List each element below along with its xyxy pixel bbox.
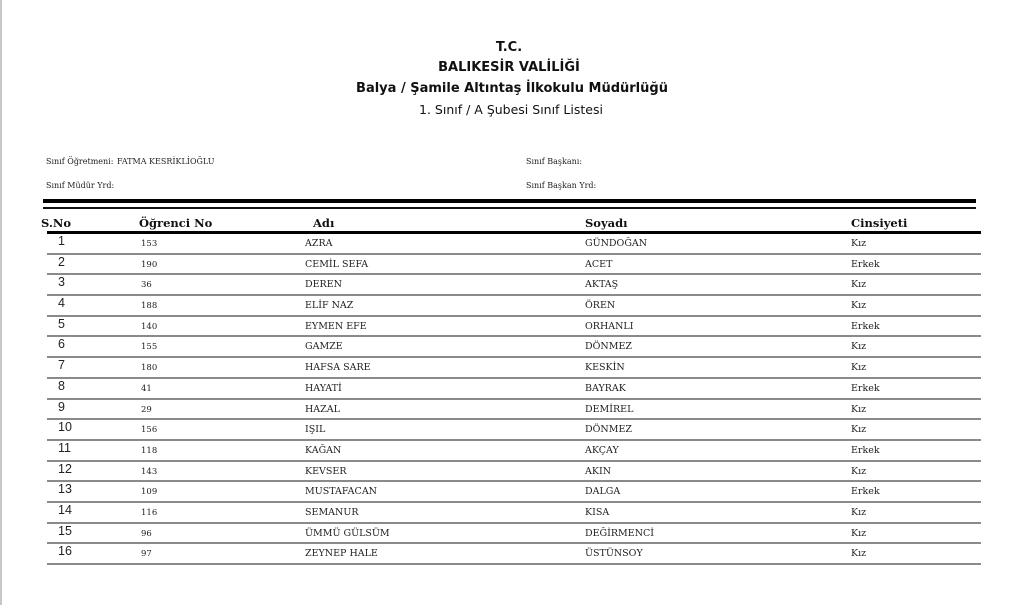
table-row [0,317,1024,338]
row-gender: Kız [851,300,867,312]
row-surname: BAYRAK [585,382,626,394]
header-tc: T.C. [495,40,523,55]
row-name: ZEYNEP HALE [305,548,378,560]
row-student-no: 140 [141,321,158,332]
row-student-no: 109 [141,487,158,498]
table-row [0,337,1024,358]
row-sno: 3 [58,275,65,290]
row-surname: KISA [585,506,610,518]
column-header-sno: S.No [41,216,72,230]
row-student-no: 153 [141,239,158,249]
row-surname: DALGA [585,486,621,498]
row-surname: AKÇAY [585,444,619,456]
student-table-body [0,234,1024,565]
column-header-name: Adı [313,216,335,230]
row-name: ELİF NAZ [305,300,354,312]
row-name: CEMİL SEFA [305,258,369,270]
row-surname: ORHANLI [585,320,634,332]
assistant-principal-label: Sınıf Müdür Yrd: [46,181,115,190]
row-sno: 7 [58,358,65,373]
row-sno: 10 [58,420,72,435]
row-sno: 5 [58,316,65,331]
header-list-title: 1. Sınıf / A Şubesi Sınıf Listesi [419,102,603,117]
row-name: AZRA [305,238,333,249]
table-row [0,420,1024,441]
header-school: Balya / Şamile Altıntaş İlkokulu Müdürlüğü [356,81,668,96]
row-sno: 16 [58,544,72,559]
teacher-label: Sınıf Öğretmeni: [46,157,114,166]
row-name: HAFSA SARE [305,362,371,374]
row-gender: Kız [851,465,867,477]
row-gender: Erkek [851,444,880,456]
row-student-no: 36 [141,280,152,291]
row-sno: 1 [58,234,65,248]
teacher-field [46,157,215,166]
row-name: ÜMMÜ GÜLSÜM [305,527,390,539]
class-president-field [526,157,582,166]
row-surname: DEĞİRMENCİ [585,527,655,539]
divider-thick [43,199,976,203]
row-surname: AKIN [585,465,612,477]
row-student-no: 41 [141,383,152,394]
column-header-surname: Soyadı [585,216,628,230]
table-row [0,275,1024,296]
row-gender: Erkek [851,486,880,498]
row-surname: AKTAŞ [585,279,619,291]
row-gender: Kız [851,424,867,436]
table-row [0,482,1024,503]
row-name: HAYATİ [305,382,342,394]
table-row [0,255,1024,276]
header-governorship: BALIKESİR VALİLİĞİ [438,60,580,75]
row-gender: Erkek [851,258,880,270]
row-name: SEMANUR [305,506,359,518]
assistant-principal-field [46,181,114,190]
row-student-no: 118 [141,445,158,456]
row-gender: Erkek [851,320,880,332]
row-student-no: 188 [141,301,158,312]
divider-thin [43,207,976,209]
row-name: KEVSER [305,465,347,477]
table-row [0,234,1024,255]
row-gender: Kız [851,341,867,353]
table-row [0,379,1024,400]
row-surname: DÖNMEZ [585,424,632,436]
row-name: MUSTAFACAN [305,486,377,498]
table-row [0,296,1024,317]
row-student-no: 190 [141,259,158,270]
row-gender: Kız [851,548,867,560]
row-sno: 8 [58,378,65,393]
row-name: IŞIL [305,424,326,436]
row-sno: 12 [58,461,72,476]
row-sno: 2 [58,254,65,269]
row-surname: ÖREN [585,300,616,312]
row-sno: 13 [58,482,72,497]
table-row [0,358,1024,379]
row-gender: Kız [851,279,867,291]
table-row [0,462,1024,483]
row-gender: Kız [851,506,867,518]
row-surname: KESKİN [585,362,625,374]
row-student-no: 97 [141,549,152,560]
row-gender: Erkek [851,382,880,394]
row-sno: 14 [58,502,72,517]
row-surname: ÜSTÜNSOY [585,548,643,560]
row-sno: 15 [58,523,72,538]
class-vice-president-label: Sınıf Başkan Yrd: [526,181,597,190]
row-name: DEREN [305,279,342,291]
table-row [0,524,1024,545]
row-student-no: 29 [141,404,152,415]
class-president-label: Sınıf Başkanı: [526,157,583,166]
row-student-no: 96 [141,528,152,539]
table-row [0,441,1024,462]
row-student-no: 156 [141,425,158,436]
row-student-no: 143 [141,466,158,477]
row-surname: ACET [585,258,613,270]
row-name: KAĞAN [305,444,342,456]
row-surname: DEMİREL [585,403,634,415]
row-name: GAMZE [305,341,343,353]
row-student-no: 155 [141,342,158,353]
row-sno: 4 [58,296,65,311]
table-row [0,503,1024,524]
row-surname: GÜNDOĞAN [585,238,648,249]
column-header-student-no: Öğrenci No [139,216,213,230]
row-gender: Kız [851,362,867,374]
row-sno: 9 [58,399,65,414]
table-row [0,400,1024,421]
row-student-no: 180 [141,363,158,374]
column-header-gender: Cinsiyeti [851,216,908,230]
row-student-no: 116 [141,507,158,518]
row-gender: Kız [851,527,867,539]
row-gender: Kız [851,403,867,415]
class-vice-president-field [526,181,596,190]
row-surname: DÖNMEZ [585,341,632,353]
row-sno: 6 [58,337,65,352]
row-name: HAZAL [305,403,340,415]
row-gender: Kız [851,238,867,249]
row-sno: 11 [58,440,71,455]
teacher-value: FATMA KESRİKLİOĞLU [116,157,215,166]
table-row [0,544,1024,565]
row-name: EYMEN EFE [305,320,367,332]
